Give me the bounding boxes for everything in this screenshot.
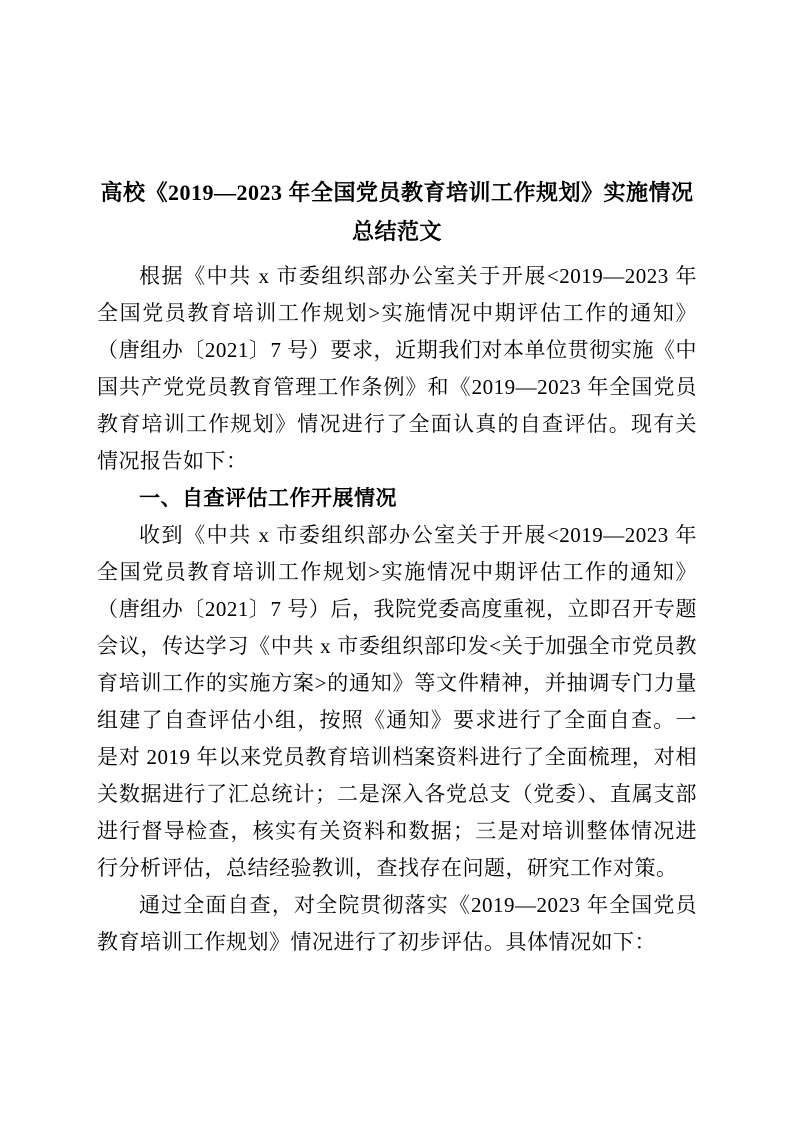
section-1-paragraph-1: 收到《中共 x 市委组织部办公室关于开展<2019—2023 年全国党员教育培训工作规划>实施情况中期评估工作的通知》（唐组办〔2021〕7 号）后，我院党委高度重视，立即召开专题会议，传达学习《中共 x 市委组织部印发<关于加强全市党员教育培训工作的实施方案>的通知》等文件精神，并抽调专门力量组建了自查评估小组，按照《通知》要求进行了全面自查。一是对 2019 年以来党员教育培训档案资料进行了全面梳理，对相关数据进行了汇总统计；二是深入各党总支（党委）、直属支部进行督导检查，核实有关资料和数据；三是对培训整体情况进行分析评估，总结经验教训，查找存在问题，研究工作对策。 [97, 523, 697, 880]
section-1-heading: 一、自查评估工作开展情况 [139, 487, 397, 510]
section-1-paragraph-2: 通过全面自查，对全院贯彻落实《2019—2023 年全国党员教育培训工作规划》情况进行了初步评估。具体情况如下： [97, 893, 697, 954]
intro-paragraph: 根据《中共 x 市委组织部办公室关于开展<2019—2023 年全国党员教育培训工作规划>实施情况中期评估工作的通知》（唐组办〔2021〕7 号）要求，近期我们对本单位贯彻实施《中国共产党党员教育管理工作条例》和《2019—2023 年全国党员教育培训工作规划》情况进行了全面认真的自查评估。现有关情况报告如下： [97, 264, 697, 473]
document-title: 高校《2019—2023 年全国党员教育培训工作规划》实施情况总结范文 [100, 180, 694, 244]
